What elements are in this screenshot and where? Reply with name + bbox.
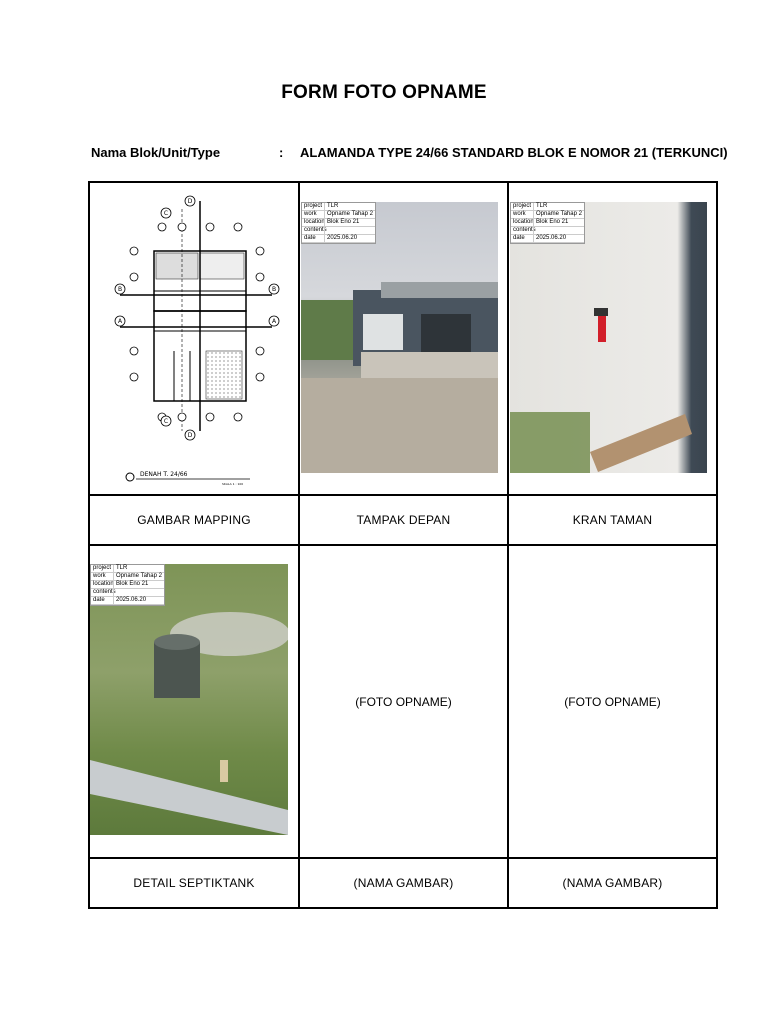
front-view-photo: [301, 202, 498, 473]
floorplan-scale: SKALA 1 : 100: [222, 482, 244, 486]
garden-tap-photo: [510, 202, 707, 473]
unit-value: ALAMANDA TYPE 24/66 STANDARD BLOK E NOMOR 21 (TERKUNCI): [300, 145, 728, 160]
unit-label: Nama Blok/Unit/Type: [91, 145, 221, 160]
axis-label-a-left: A: [117, 318, 123, 325]
cell-septic-image: [90, 546, 300, 859]
photo-grid: [88, 181, 718, 909]
axis-label-b-right: B: [271, 286, 277, 293]
septic-tank-photo: [90, 564, 288, 835]
photo-stamp: project TLR work Opname Tahap 2 location Blok Eno 21 contents date 2025.06.20: [510, 202, 585, 244]
cell-mapping-image: [90, 183, 300, 496]
floorplan-drawing: [110, 191, 282, 487]
caption-kran-taman: KRAN TAMAN: [509, 496, 716, 546]
floorplan-svg: [110, 191, 282, 487]
photo-stamp: project TLR work Opname Tahap 2 location Blok Eno 21 contents date 2025.06.20: [90, 564, 165, 606]
caption-nama-gambar-2: (NAMA GAMBAR): [562, 876, 663, 890]
caption-nama-gambar-1: (NAMA GAMBAR): [300, 859, 509, 907]
photo-stamp: project TLR work Opname Tahap 2 location Blok Eno 21 contents date 2025.06.20: [301, 202, 376, 244]
floorplan-caption: DENAH T. 24/66: [140, 471, 188, 478]
caption-detail-septiktank: DETAIL SEPTIKTANK: [90, 859, 300, 907]
unit-colon: :: [279, 145, 284, 160]
axis-label-b-left: B: [117, 286, 123, 293]
caption-tampak-depan: TAMPAK DEPAN: [300, 496, 509, 546]
photo-placeholder-1: (FOTO OPNAME): [300, 546, 509, 859]
photo-placeholder-2: (FOTO OPNAME): [509, 546, 716, 859]
cell-garden-tap-image: [509, 183, 716, 496]
axis-label-a-right: A: [271, 318, 277, 325]
axis-label-d-top: D: [187, 198, 193, 205]
cell-front-view-image: [300, 183, 509, 496]
axis-label-d-bottom: D: [187, 432, 193, 439]
caption-gambar-mapping: GAMBAR MAPPING: [90, 496, 300, 546]
page-title: FORM FOTO OPNAME: [281, 82, 487, 103]
axis-label-c-bottom: C: [163, 418, 169, 425]
axis-label-c-top: C: [163, 210, 169, 217]
